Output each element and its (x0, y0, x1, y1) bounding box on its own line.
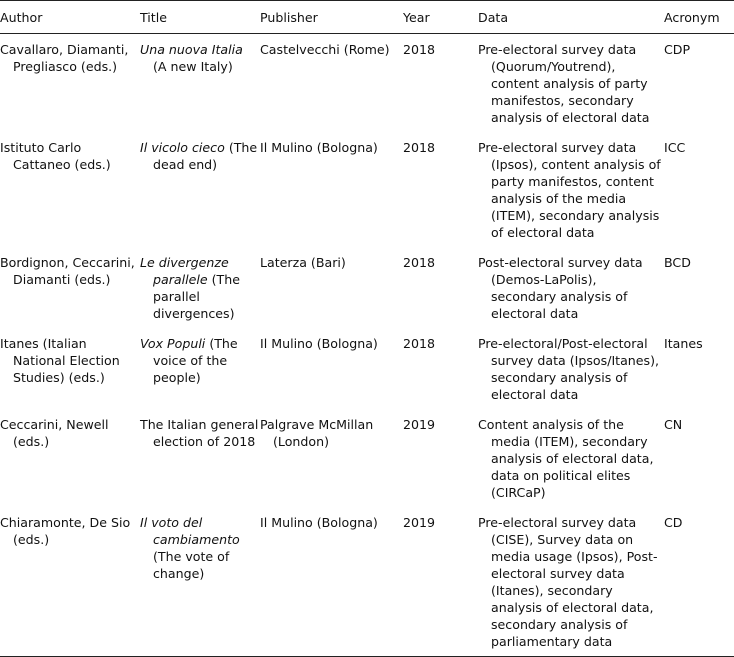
cell-author (0, 507, 140, 657)
header-author: Author (0, 10, 43, 25)
author-text: Itanes (Italian National Election Studies) (eds.) (0, 336, 120, 385)
cell-publisher (260, 409, 403, 507)
title-main: Il vicolo cieco (140, 140, 225, 155)
cell-year: 2019 (403, 417, 436, 432)
author-text: Istituto Carlo Cattaneo (eds.) (0, 140, 111, 172)
publisher-text: Il Mulino (Bologna) (260, 336, 378, 351)
cell-acronym: Itanes (664, 336, 703, 351)
cell-author (0, 132, 140, 247)
cell-publisher (260, 247, 403, 328)
cell-data (478, 328, 664, 409)
title-block (140, 139, 260, 173)
cell-data (478, 132, 664, 247)
table-row (0, 247, 734, 328)
title-main: Una nuova Italia (140, 42, 243, 57)
author-text: Ceccarini, Newell (eds.) (0, 417, 109, 449)
publisher-text: Castelvecchi (Rome) (260, 42, 390, 57)
title-block (140, 514, 260, 582)
title-block (140, 335, 260, 386)
title-main: Vox Populi (140, 336, 206, 351)
cell-acronym: ICC (664, 140, 686, 155)
cell-title (140, 409, 260, 507)
cell-year: 2018 (403, 336, 436, 351)
cell-publisher (260, 507, 403, 657)
cell-author (0, 247, 140, 328)
cell-year: 2018 (403, 255, 436, 270)
cell-title (140, 247, 260, 328)
header-publisher: Publisher (260, 10, 318, 25)
table-row (0, 34, 734, 133)
table-row (0, 132, 734, 247)
header-acronym: Acronym (664, 10, 720, 25)
cell-year: 2019 (403, 515, 436, 530)
author-text: Bordignon, Ceccarini, Diamanti (eds.) (0, 255, 135, 287)
header-row (0, 1, 734, 34)
cell-acronym: CD (664, 515, 683, 530)
data-text: Pre-electoral survey data (Quorum/Youtrend), content analysis of party manifestos, secondary analysis of electoral data (478, 42, 650, 125)
title-block (140, 416, 260, 450)
cell-acronym: BCD (664, 255, 691, 270)
table-header (0, 1, 734, 34)
cell-year: 2018 (403, 140, 436, 155)
cell-publisher (260, 132, 403, 247)
title-block (140, 41, 260, 75)
cell-publisher (260, 328, 403, 409)
title-main: Il voto del cambiamento (140, 515, 240, 547)
publisher-text: Palgrave McMillan (London) (260, 417, 374, 449)
table-body (0, 34, 734, 657)
data-text: Pre-electoral survey data (Ipsos), content analysis of party manifestos, content analysis of the media (ITEM), secondary analysis of electoral data (478, 140, 661, 240)
author-text: Cavallaro, Diamanti, Pregliasco (eds.) (0, 42, 129, 74)
cell-title (140, 34, 260, 133)
title-translation: (The parallel divergences) (153, 272, 240, 321)
header-data: Data (478, 10, 509, 25)
header-year: Year (403, 10, 430, 25)
cell-publisher (260, 34, 403, 133)
title-translation: (The voice of the people) (153, 336, 238, 385)
data-text: Content analysis of the media (ITEM), secondary analysis of electoral data, data on political elites (CIRCaP) (478, 417, 654, 500)
table-row (0, 409, 734, 507)
author-text: Chiaramonte, De Sio (eds.) (0, 515, 131, 547)
publisher-text: Il Mulino (Bologna) (260, 140, 378, 155)
title-block (140, 254, 260, 322)
cell-data (478, 34, 664, 133)
data-text: Pre-electoral survey data (CISE), Survey data on media usage (Ipsos), Post-electoral survey data (Itanes), secondary analysis of electoral data, secondary analysis of parliamentary data (478, 515, 658, 649)
title-translation: (A new Italy) (153, 59, 233, 74)
cell-author (0, 409, 140, 507)
cell-author (0, 328, 140, 409)
table-row (0, 328, 734, 409)
data-text: Pre-electoral/Post-electoral survey data (Ipsos/Itanes), secondary analysis of electoral data (478, 336, 660, 402)
cell-data (478, 409, 664, 507)
cell-title (140, 328, 260, 409)
cell-acronym: CN (664, 417, 683, 432)
table-row (0, 507, 734, 657)
publisher-text: Laterza (Bari) (260, 255, 346, 270)
cell-year: 2018 (403, 42, 436, 57)
header-title: Title (140, 10, 167, 25)
cell-title (140, 507, 260, 657)
title-translation: (The vote of change) (153, 549, 230, 581)
cell-acronym: CDP (664, 42, 691, 57)
title-translation: (The dead end) (153, 140, 258, 172)
cell-title (140, 132, 260, 247)
cell-data (478, 247, 664, 328)
cell-author (0, 34, 140, 133)
cell-data (478, 507, 664, 657)
publisher-text: Il Mulino (Bologna) (260, 515, 378, 530)
title-main: The Italian general election of 2018 (140, 417, 259, 449)
data-text: Post-electoral survey data (Demos-LaPolis), secondary analysis of electoral data (478, 255, 643, 321)
title-main: Le divergenze parallele (140, 255, 229, 287)
